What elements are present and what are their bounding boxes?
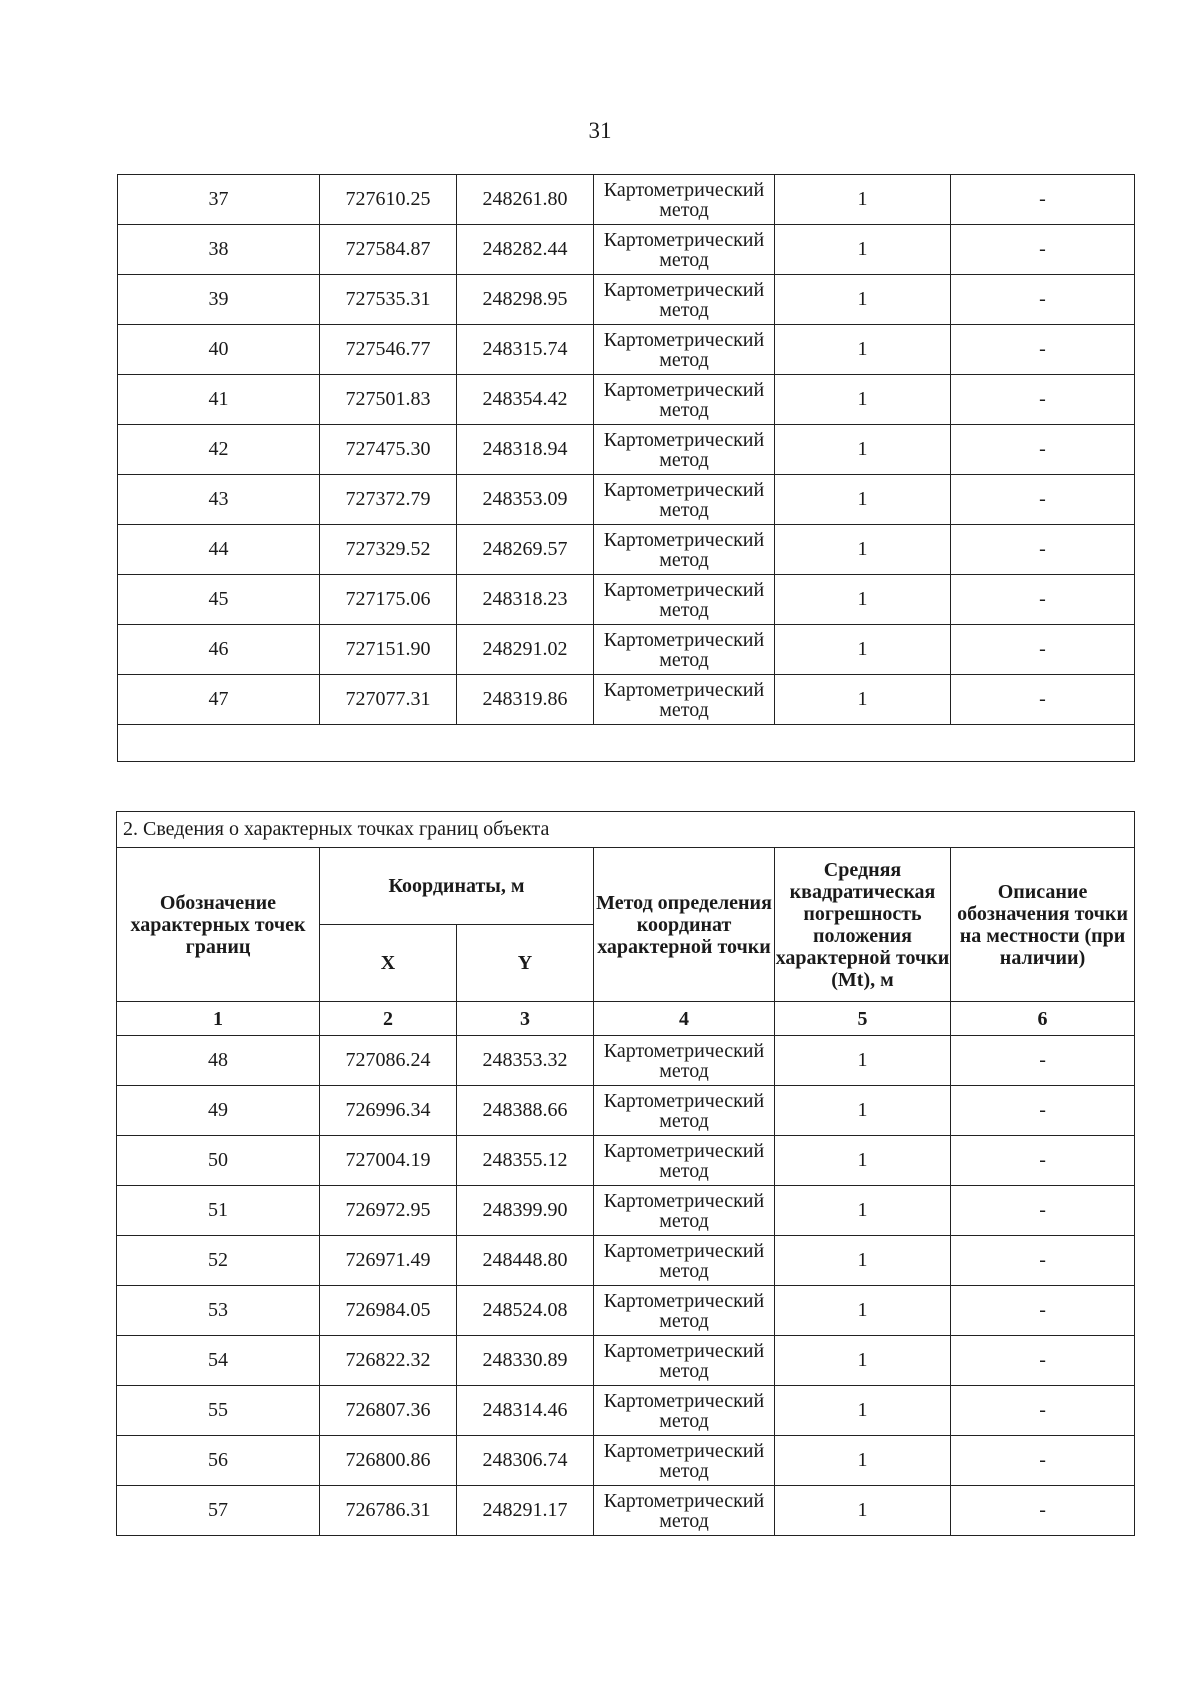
description-cell: - bbox=[951, 1436, 1135, 1486]
coord-x-cell: 727329.52 bbox=[320, 525, 457, 575]
page-number: 31 bbox=[588, 118, 612, 143]
table-row bbox=[117, 1236, 1135, 1286]
table-row bbox=[117, 1136, 1135, 1186]
method-cell: Картометрический метод bbox=[594, 1286, 775, 1336]
table-row bbox=[118, 275, 1135, 325]
point-id-cell: 49 bbox=[117, 1086, 320, 1136]
table-row bbox=[118, 625, 1135, 675]
coord-y-cell: 248282.44 bbox=[457, 225, 594, 275]
point-id-cell: 45 bbox=[118, 575, 320, 625]
description-cell: - bbox=[951, 575, 1135, 625]
coord-x-cell: 727004.19 bbox=[320, 1136, 457, 1186]
accuracy-mt-cell: 1 bbox=[775, 1486, 951, 1536]
coord-x-cell: 727501.83 bbox=[320, 375, 457, 425]
accuracy-mt-cell: 1 bbox=[775, 1186, 951, 1236]
coord-x-cell: 726972.95 bbox=[320, 1186, 457, 1236]
point-id-cell: 43 bbox=[118, 475, 320, 525]
table-row bbox=[117, 1286, 1135, 1336]
table-row bbox=[118, 375, 1135, 425]
description-cell: - bbox=[951, 1286, 1135, 1336]
method-cell: Картометрический метод bbox=[594, 275, 775, 325]
description-cell: - bbox=[951, 425, 1135, 475]
point-id-cell: 54 bbox=[117, 1336, 320, 1386]
table-row bbox=[118, 525, 1135, 575]
method-cell: Картометрический метод bbox=[594, 1036, 775, 1086]
description-cell: - bbox=[951, 1086, 1135, 1136]
coord-x-cell: 727610.25 bbox=[320, 175, 457, 225]
coord-y-cell: 248298.95 bbox=[457, 275, 594, 325]
point-id-cell: 50 bbox=[117, 1136, 320, 1186]
point-id-cell: 46 bbox=[118, 625, 320, 675]
accuracy-mt-cell: 1 bbox=[775, 275, 951, 325]
section-caption: 2. Сведения о характерных точках границ объекта bbox=[117, 812, 1135, 848]
header-y: Y bbox=[457, 925, 594, 1002]
method-cell: Картометрический метод bbox=[594, 425, 775, 475]
table-row bbox=[118, 675, 1135, 725]
point-id-cell: 42 bbox=[118, 425, 320, 475]
coord-x-cell: 727077.31 bbox=[320, 675, 457, 725]
coord-y-cell: 248524.08 bbox=[457, 1286, 594, 1336]
point-id-cell: 39 bbox=[118, 275, 320, 325]
coord-y-cell: 248261.80 bbox=[457, 175, 594, 225]
table-row bbox=[118, 575, 1135, 625]
empty-row bbox=[118, 725, 1135, 762]
header-description: Описание обозначения точки на местности (при наличии) bbox=[951, 848, 1135, 1002]
coord-x-cell: 726971.49 bbox=[320, 1236, 457, 1286]
coord-y-cell: 248399.90 bbox=[457, 1186, 594, 1236]
coord-y-cell: 248315.74 bbox=[457, 325, 594, 375]
coord-y-cell: 248330.89 bbox=[457, 1336, 594, 1386]
accuracy-mt-cell: 1 bbox=[775, 475, 951, 525]
header-method: Метод определения координат характерной точки bbox=[594, 848, 775, 1002]
point-id-cell: 41 bbox=[118, 375, 320, 425]
description-cell: - bbox=[951, 325, 1135, 375]
column-number: 6 bbox=[951, 1002, 1135, 1036]
table-row bbox=[118, 425, 1135, 475]
coord-x-cell: 727175.06 bbox=[320, 575, 457, 625]
header-point-designation: Обозначение характерных точек границ bbox=[117, 848, 320, 1002]
point-id-cell: 56 bbox=[117, 1436, 320, 1486]
coord-x-cell: 727086.24 bbox=[320, 1036, 457, 1086]
description-cell: - bbox=[951, 275, 1135, 325]
coord-x-cell: 726822.32 bbox=[320, 1336, 457, 1386]
column-number: 5 bbox=[775, 1002, 951, 1036]
accuracy-mt-cell: 1 bbox=[775, 525, 951, 575]
table-row bbox=[118, 325, 1135, 375]
accuracy-mt-cell: 1 bbox=[775, 1436, 951, 1486]
method-cell: Картометрический метод bbox=[594, 225, 775, 275]
column-number: 1 bbox=[117, 1002, 320, 1036]
description-cell: - bbox=[951, 1036, 1135, 1086]
point-id-cell: 38 bbox=[118, 225, 320, 275]
point-id-cell: 57 bbox=[117, 1486, 320, 1536]
coord-y-cell: 248319.86 bbox=[457, 675, 594, 725]
method-cell: Картометрический метод bbox=[594, 1136, 775, 1186]
coord-y-cell: 248314.46 bbox=[457, 1386, 594, 1436]
point-id-cell: 40 bbox=[118, 325, 320, 375]
coord-x-cell: 726984.05 bbox=[320, 1286, 457, 1336]
coord-x-cell: 727535.31 bbox=[320, 275, 457, 325]
coord-y-cell: 248318.94 bbox=[457, 425, 594, 475]
coord-x-cell: 726786.31 bbox=[320, 1486, 457, 1536]
accuracy-mt-cell: 1 bbox=[775, 1336, 951, 1386]
method-cell: Картометрический метод bbox=[594, 575, 775, 625]
description-cell: - bbox=[951, 475, 1135, 525]
empty-cell bbox=[118, 725, 1135, 762]
coord-y-cell: 248353.09 bbox=[457, 475, 594, 525]
coord-y-cell: 248269.57 bbox=[457, 525, 594, 575]
description-cell: - bbox=[951, 225, 1135, 275]
point-id-cell: 55 bbox=[117, 1386, 320, 1436]
table-row bbox=[117, 1186, 1135, 1236]
column-number: 3 bbox=[457, 1002, 594, 1036]
method-cell: Картометрический метод bbox=[594, 1486, 775, 1536]
description-cell: - bbox=[951, 625, 1135, 675]
coord-y-cell: 248318.23 bbox=[457, 575, 594, 625]
coord-x-cell: 727475.30 bbox=[320, 425, 457, 475]
method-cell: Картометрический метод bbox=[594, 625, 775, 675]
method-cell: Картометрический метод bbox=[594, 475, 775, 525]
coord-x-cell: 727546.77 bbox=[320, 325, 457, 375]
coord-x-cell: 726800.86 bbox=[320, 1436, 457, 1486]
description-cell: - bbox=[951, 1136, 1135, 1186]
coord-x-cell: 727151.90 bbox=[320, 625, 457, 675]
table-row bbox=[117, 1336, 1135, 1386]
method-cell: Картометрический метод bbox=[594, 1436, 775, 1486]
method-cell: Картометрический метод bbox=[594, 675, 775, 725]
description-cell: - bbox=[951, 1236, 1135, 1286]
method-cell: Картометрический метод bbox=[594, 1336, 775, 1386]
description-cell: - bbox=[951, 1486, 1135, 1536]
header-x: X bbox=[320, 925, 457, 1002]
description-cell: - bbox=[951, 675, 1135, 725]
method-cell: Картометрический метод bbox=[594, 1186, 775, 1236]
description-cell: - bbox=[951, 1386, 1135, 1436]
table-row bbox=[118, 175, 1135, 225]
method-cell: Картометрический метод bbox=[594, 175, 775, 225]
coord-x-cell: 726996.34 bbox=[320, 1086, 457, 1136]
header-coordinates: Координаты, м bbox=[320, 848, 594, 925]
table-row bbox=[117, 1436, 1135, 1486]
accuracy-mt-cell: 1 bbox=[775, 325, 951, 375]
table1-body bbox=[118, 175, 1135, 762]
coord-y-cell: 248448.80 bbox=[457, 1236, 594, 1286]
table-row bbox=[117, 1386, 1135, 1436]
table-row bbox=[117, 1036, 1135, 1086]
coord-y-cell: 248354.42 bbox=[457, 375, 594, 425]
header-mt: Средняя квадратическая погрешность положения характерной точки (Mt), м bbox=[775, 848, 951, 1002]
accuracy-mt-cell: 1 bbox=[775, 1136, 951, 1186]
coordinates-table-continued bbox=[117, 174, 1135, 762]
table-row bbox=[117, 1486, 1135, 1536]
accuracy-mt-cell: 1 bbox=[775, 375, 951, 425]
accuracy-mt-cell: 1 bbox=[775, 425, 951, 475]
accuracy-mt-cell: 1 bbox=[775, 1086, 951, 1136]
method-cell: Картометрический метод bbox=[594, 375, 775, 425]
coord-x-cell: 726807.36 bbox=[320, 1386, 457, 1436]
description-cell: - bbox=[951, 1336, 1135, 1386]
coord-x-cell: 727372.79 bbox=[320, 475, 457, 525]
description-cell: - bbox=[951, 1186, 1135, 1236]
coord-y-cell: 248355.12 bbox=[457, 1136, 594, 1186]
coord-y-cell: 248291.02 bbox=[457, 625, 594, 675]
coord-y-cell: 248388.66 bbox=[457, 1086, 594, 1136]
table-row bbox=[118, 225, 1135, 275]
coord-y-cell: 248291.17 bbox=[457, 1486, 594, 1536]
accuracy-mt-cell: 1 bbox=[775, 1036, 951, 1086]
method-cell: Картометрический метод bbox=[594, 1386, 775, 1436]
description-cell: - bbox=[951, 525, 1135, 575]
accuracy-mt-cell: 1 bbox=[775, 675, 951, 725]
accuracy-mt-cell: 1 bbox=[775, 1286, 951, 1336]
table-row bbox=[118, 475, 1135, 525]
method-cell: Картометрический метод bbox=[594, 525, 775, 575]
accuracy-mt-cell: 1 bbox=[775, 1386, 951, 1436]
point-id-cell: 44 bbox=[118, 525, 320, 575]
method-cell: Картометрический метод bbox=[594, 325, 775, 375]
accuracy-mt-cell: 1 bbox=[775, 225, 951, 275]
description-cell: - bbox=[951, 375, 1135, 425]
accuracy-mt-cell: 1 bbox=[775, 575, 951, 625]
boundary-points-table bbox=[116, 811, 1135, 1536]
method-cell: Картометрический метод bbox=[594, 1086, 775, 1136]
table-row bbox=[117, 1086, 1135, 1136]
accuracy-mt-cell: 1 bbox=[775, 625, 951, 675]
column-number: 2 bbox=[320, 1002, 457, 1036]
accuracy-mt-cell: 1 bbox=[775, 1236, 951, 1286]
accuracy-mt-cell: 1 bbox=[775, 175, 951, 225]
point-id-cell: 51 bbox=[117, 1186, 320, 1236]
point-id-cell: 52 bbox=[117, 1236, 320, 1286]
table2-header bbox=[117, 812, 1135, 1036]
column-number: 4 bbox=[594, 1002, 775, 1036]
table2-body bbox=[117, 1036, 1135, 1536]
coord-x-cell: 727584.87 bbox=[320, 225, 457, 275]
point-id-cell: 37 bbox=[118, 175, 320, 225]
method-cell: Картометрический метод bbox=[594, 1236, 775, 1286]
point-id-cell: 48 bbox=[117, 1036, 320, 1086]
point-id-cell: 47 bbox=[118, 675, 320, 725]
coord-y-cell: 248306.74 bbox=[457, 1436, 594, 1486]
description-cell: - bbox=[951, 175, 1135, 225]
point-id-cell: 53 bbox=[117, 1286, 320, 1336]
coord-y-cell: 248353.32 bbox=[457, 1036, 594, 1086]
